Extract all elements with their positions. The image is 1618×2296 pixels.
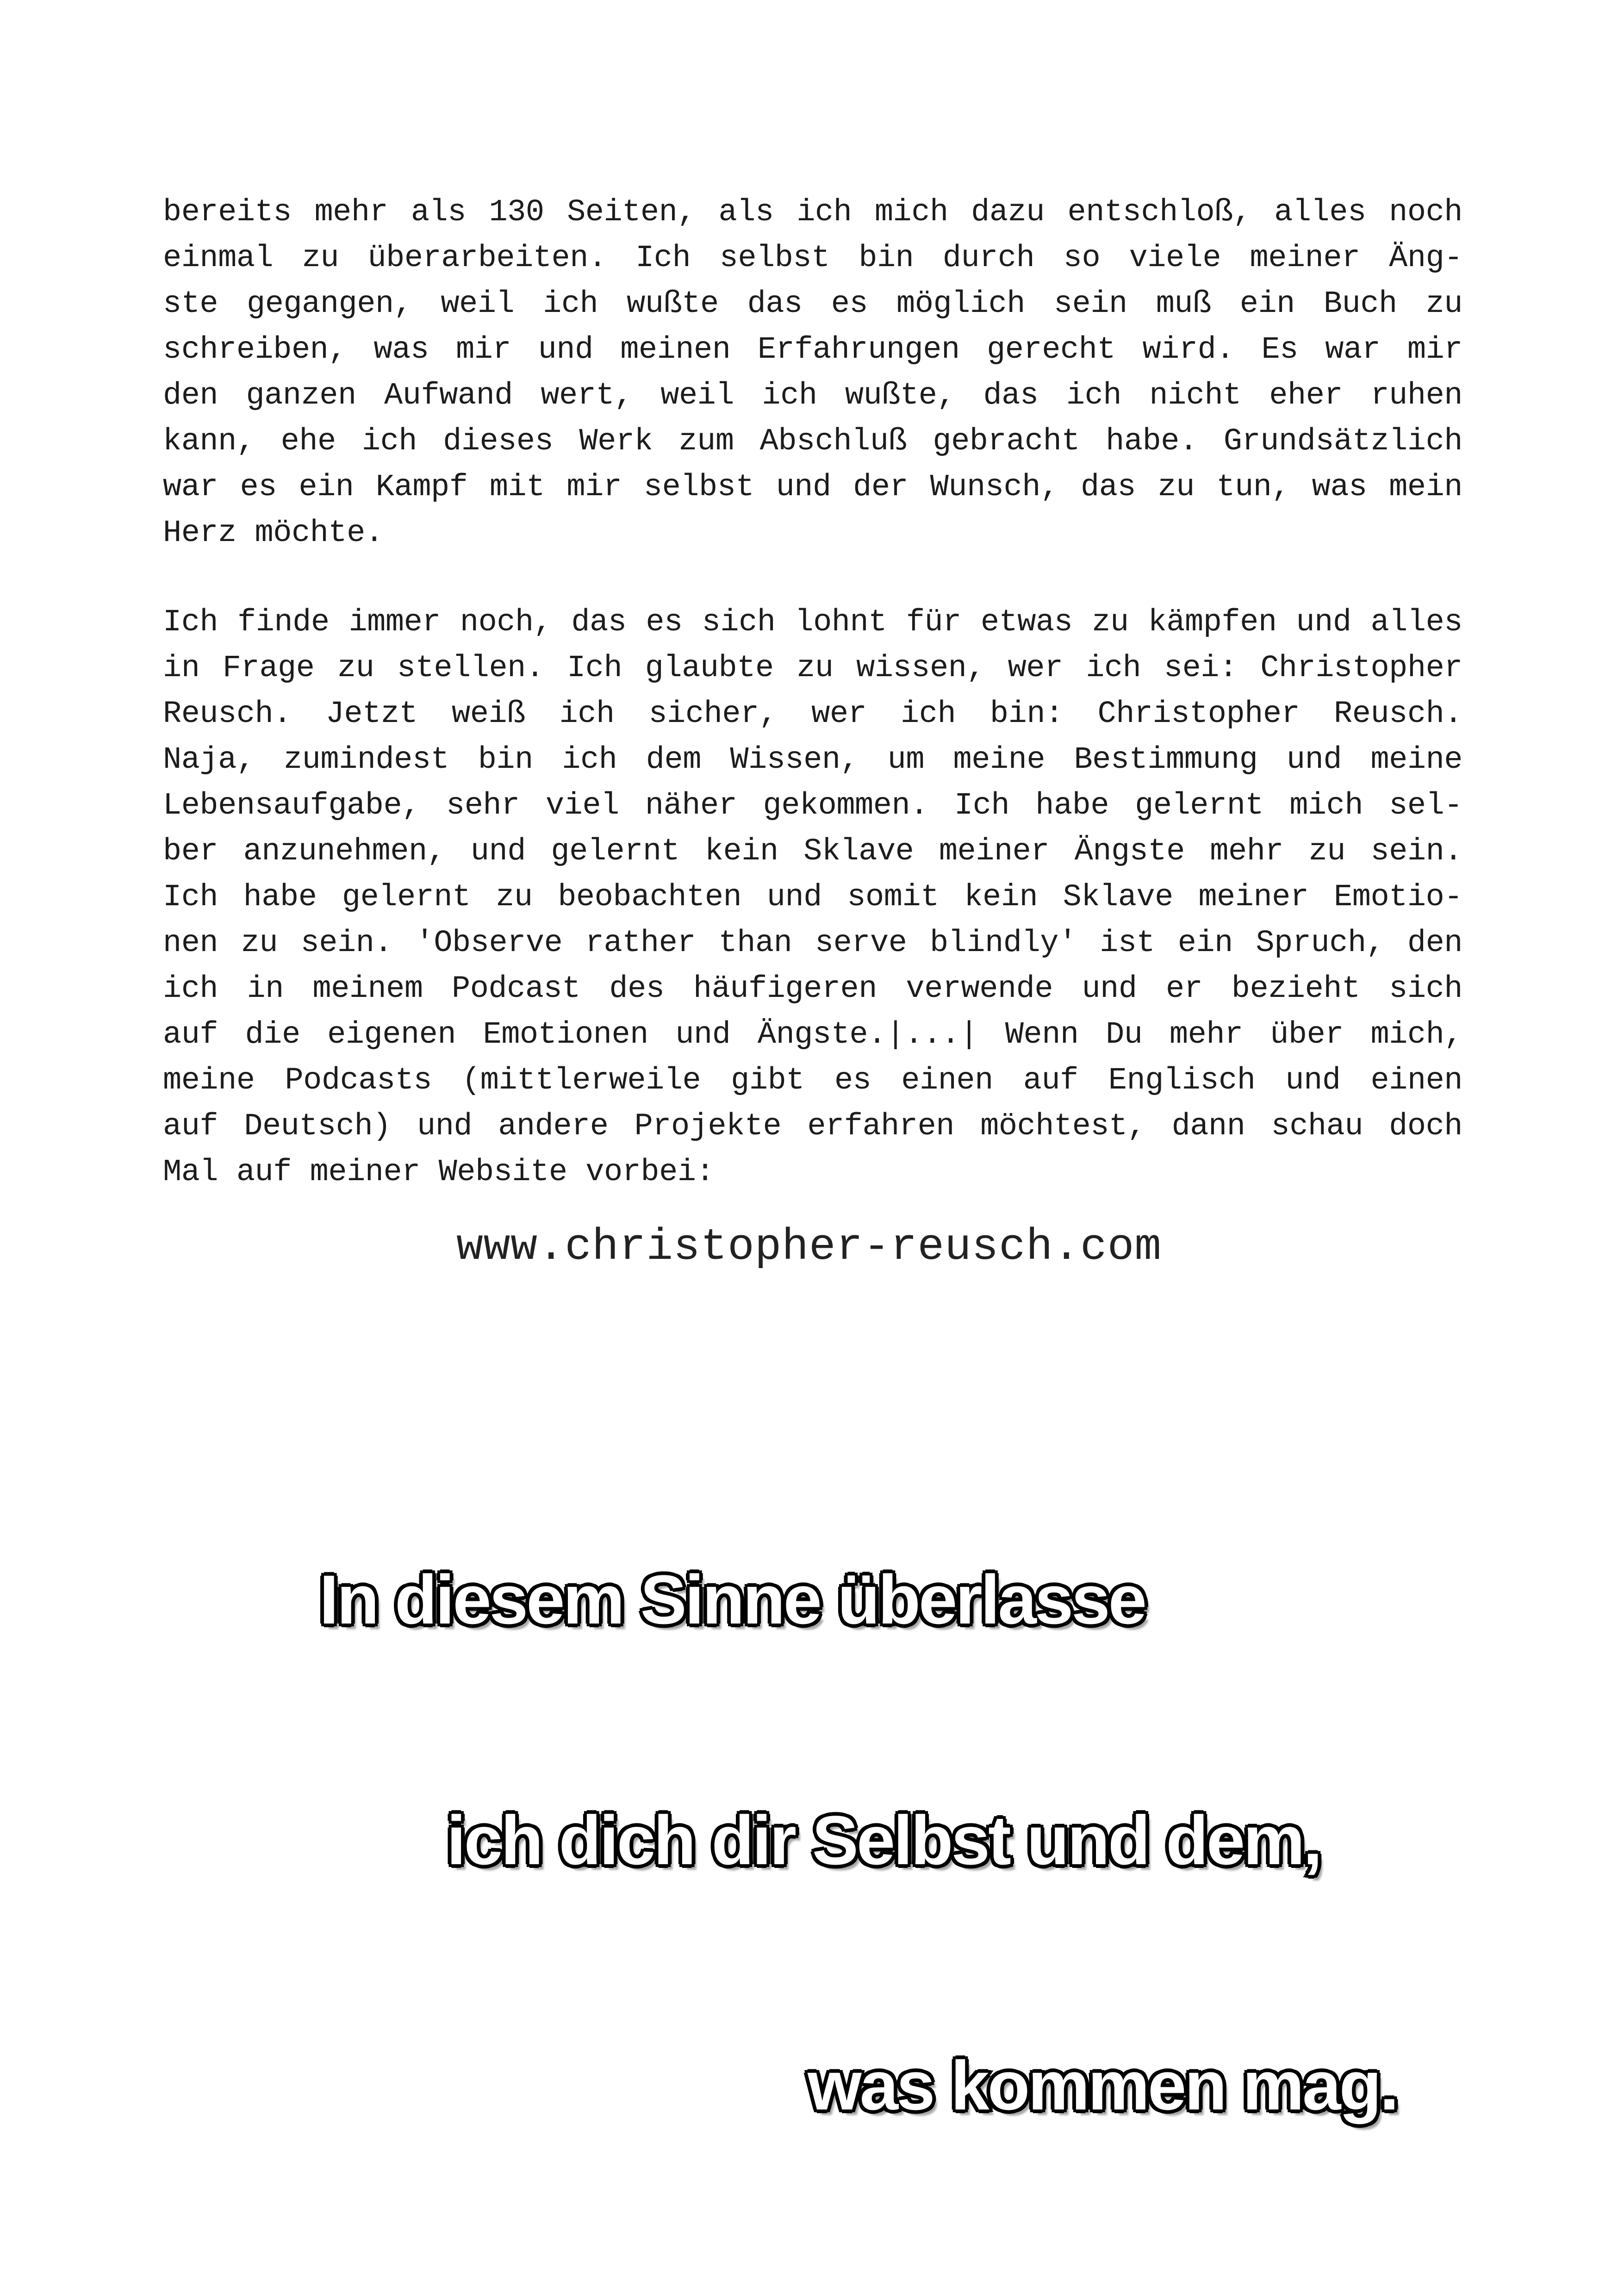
paragraph-1 [163,190,1462,556]
text-line: einmal zu überarbeiten. Ich selbst bin durch so viele meiner Äng- [163,241,1462,276]
text-line: meine Podcasts (mittlerweile gibt es einen auf Englisch und einen [163,1063,1462,1098]
text-line: Ich habe gelernt zu beobachten und somit kein Sklave meiner Emotio- [163,880,1462,915]
text-line: den ganzen Aufwand wert, weil ich wußte, das ich nicht eher ruhen [163,378,1462,413]
paragraph-2 [163,600,1462,1195]
text-line: ste gegangen, weil ich wußte das es möglich sein muß ein Buch zu [163,286,1462,322]
closing-line-2: ich dich dir Selbst und dem, [447,1801,1321,1879]
text-line: Reusch. Jetzt weiß ich sicher, wer ich bin: Christopher Reusch. [163,697,1462,732]
closing-line-3: was kommen mag. [808,2047,1397,2124]
text-line: Mal auf meiner Website vorbei: [163,1155,715,1190]
text-line: ber anzunehmen, und gelernt kein Sklave meiner Ängste mehr zu sein. [163,834,1462,869]
text-line: Naja, zumindest bin ich dem Wissen, um meine Bestimmung und meine [163,742,1462,778]
website-url: www.christopher-reusch.com [456,1222,1162,1272]
text-line: nen zu sein. 'Observe rather than serve blindly' ist ein Spruch, den [163,926,1462,961]
text-line: bereits mehr als 130 Seiten, als ich mich dazu entschloß, alles noch [163,195,1462,230]
text-line: kann, ehe ich dieses Werk zum Abschluß gebracht habe. Grundsätzlich [163,424,1462,459]
text-line: ich in meinem Podcast des häufigeren verwende und er bezieht sich [163,971,1462,1007]
text-line: auf Deutsch) und andere Projekte erfahren möchtest, dann schau doch [163,1109,1462,1144]
text-line: schreiben, was mir und meinen Erfahrungen gerecht wird. Es war mir [163,332,1462,367]
text-line: in Frage zu stellen. Ich glaubte zu wissen, wer ich sei: Christopher [163,651,1462,686]
text-line: Lebensaufgabe, sehr viel näher gekommen. Ich habe gelernt mich sel- [163,788,1462,823]
text-line: Herz möchte. [163,516,384,551]
text-line: auf die eigenen Emotionen und Ängste.|...| Wenn Du mehr über mich, [163,1017,1462,1052]
text-line: Ich finde immer noch, das es sich lohnt für etwas zu kämpfen und alles [163,605,1462,640]
text-line: war es ein Kampf mit mir selbst und der Wunsch, das zu tun, was mein [163,470,1462,505]
closing-line-1: In diesem Sinne überlasse [319,1561,1145,1638]
